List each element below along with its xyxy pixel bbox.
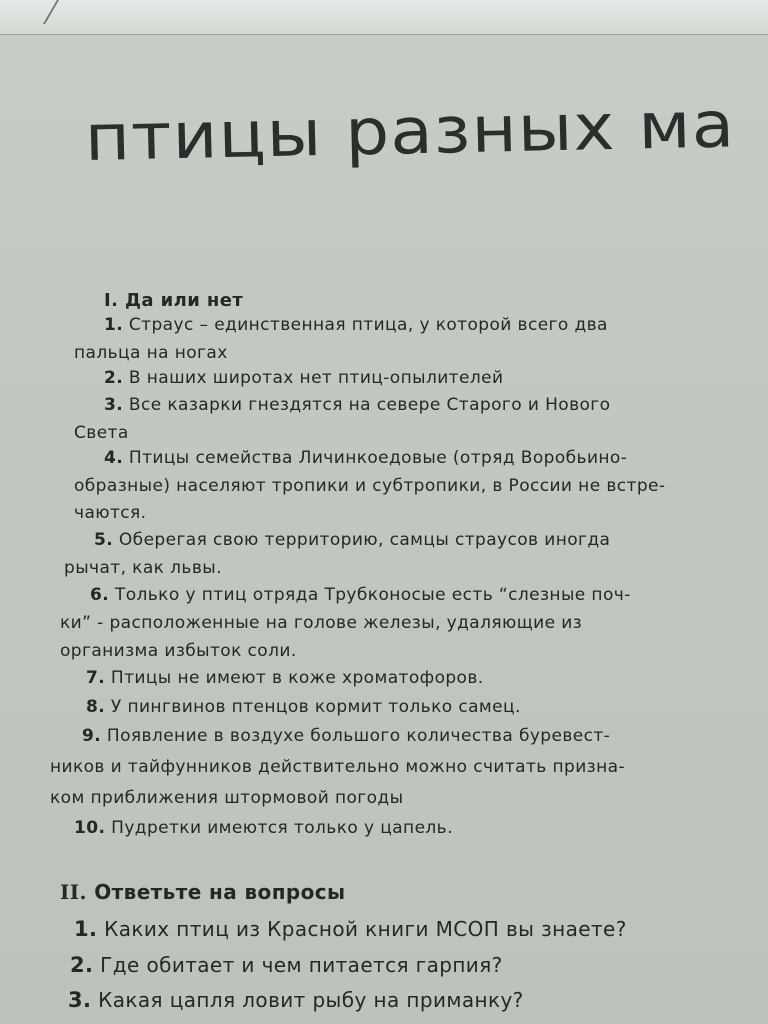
item-number: 2.: [104, 368, 124, 388]
item-text: чаются.: [74, 503, 147, 523]
question-item: [74, 917, 627, 941]
item-text: Страус – единственная птица, у которой всего два: [128, 315, 608, 335]
item-number: 3.: [68, 988, 92, 1012]
list-item: [82, 726, 610, 746]
list-item: [94, 530, 610, 550]
list-item-continuation: [60, 641, 297, 661]
item-number: 1.: [74, 917, 98, 941]
item-text: Света: [74, 423, 129, 443]
list-item: [104, 395, 610, 415]
item-text: Какая цапля ловит рыбу на приманку?: [98, 988, 524, 1012]
item-number: 10.: [74, 818, 106, 838]
list-item-continuation: [74, 476, 665, 496]
list-item: [86, 697, 521, 717]
item-text: Птицы не имеют в коже хроматофоров.: [110, 668, 484, 688]
item-text: ки” - расположенные на голове железы, удаляющие из: [60, 613, 583, 633]
question-item: [70, 953, 503, 977]
list-item-continuation: [60, 613, 582, 633]
list-item-continuation: [50, 788, 403, 808]
list-item-continuation: [64, 558, 222, 578]
item-text: Только у птиц отряда Трубконосые есть “слезные поч-: [114, 585, 631, 605]
item-number: 8.: [86, 697, 106, 717]
list-item: [74, 818, 453, 838]
item-text: Где обитает и чем питается гарпия?: [100, 953, 503, 977]
item-number: 3.: [104, 395, 124, 415]
item-text: ников и тайфунников действительно можно считать призна-: [50, 757, 625, 777]
question-item: [68, 988, 524, 1012]
item-text: рычат, как львы.: [64, 558, 222, 578]
item-text: Каких птиц из Красной книги МСОП вы знаете?: [104, 917, 627, 941]
item-text: Пудретки имеются только у цапель.: [111, 818, 453, 838]
list-item: [104, 448, 627, 468]
item-text: У пингвинов птенцов кормит только самец.: [110, 697, 521, 717]
item-number: 2.: [70, 953, 94, 977]
item-text: образные) населяют тропики и субтропики, в России не встре-: [74, 476, 666, 496]
section-number: II.: [60, 880, 87, 904]
section-title: Ответьте на вопросы: [94, 880, 346, 904]
item-text: ком приближения штормовой погоды: [50, 788, 404, 808]
item-number: 9.: [82, 726, 102, 746]
list-item-continuation: [74, 343, 228, 363]
section1-heading: I. Да или нет: [104, 290, 244, 311]
item-text: В наших широтах нет птиц-опылителей: [128, 368, 504, 388]
item-text: Оберегая свою территорию, самцы страусов иногда: [118, 530, 611, 550]
list-item: [104, 368, 503, 388]
page-title: птицы разных ма: [84, 88, 736, 176]
list-item-continuation: [74, 423, 129, 443]
item-text: организма избыток соли.: [60, 641, 297, 661]
list-item-continuation: [50, 757, 625, 777]
section2-heading: [60, 880, 346, 904]
item-number: 7.: [86, 668, 106, 688]
item-text: пальца на ногах: [74, 343, 228, 363]
item-number: 4.: [104, 448, 124, 468]
item-text: Все казарки гнездятся на севере Старого и Нового: [128, 395, 611, 415]
item-text: Птицы семейства Личинкоедовые (отряд Воробьино-: [128, 448, 628, 468]
list-item: [86, 668, 484, 688]
list-item: [90, 585, 631, 605]
list-item: [104, 315, 608, 335]
item-text: Появление в воздухе большого количества буревест-: [106, 726, 611, 746]
item-number: 1.: [104, 315, 124, 335]
list-item-continuation: [74, 503, 146, 523]
item-number: 6.: [90, 585, 110, 605]
item-number: 5.: [94, 530, 114, 550]
